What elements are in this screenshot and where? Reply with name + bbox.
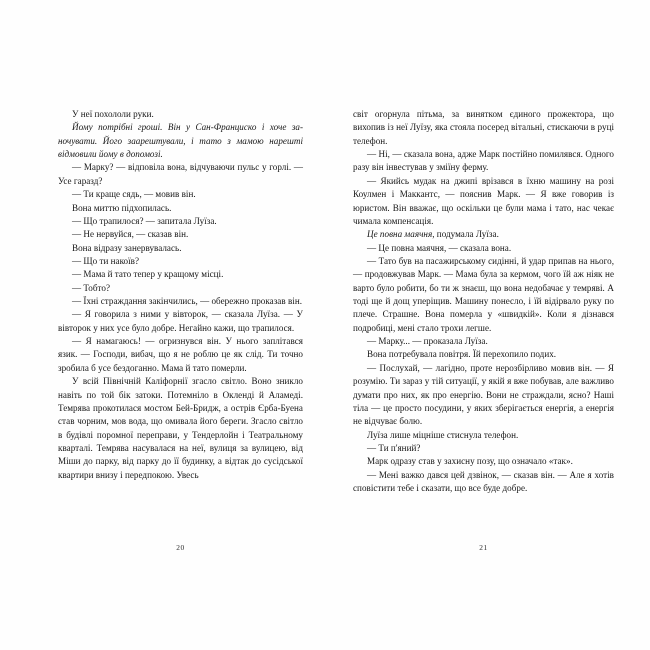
left-page-paragraph: — Що ти накоїв? xyxy=(72,255,140,266)
right-page-paragraph: Вона потребувала повітря. Їй перехопило подих. xyxy=(367,349,557,360)
left-page-paragraph: — Марку? — відповіла вона, відчуваючи пульс у горлі. — Усе гаразд? xyxy=(58,162,303,186)
right-page-paragraph: — Послухай, — лагідно, проте нерозбірливо мовив він. — Я розумію. Ти зараз у тій ситуації, у якій я вже побував, але важливо думати про них, як про енергію. Вони не страждали, ясно? Наші тіла — це просто посудини, у яких зберігається енергія, а енергія не відчуває болю. xyxy=(353,362,614,427)
left-page-paragraph: — Я говорила з ними у вівторок, — сказала Луїза. — У вівторок у них усе було добре. Негайно кажи, що трапилося. xyxy=(58,309,303,333)
right-page-paragraph: — Тато був на пасажирському сидінні, й удар припав на нього, — продовжував Марк. — Мама була за кермом, чого їй аж ніяк не варто було робити, бо ти ж знаєш, що вона недобачає у темряві. А тоді ще й дощ уперіщив. Машину понесло, і їй відірвало руку по плече. Страшне. Вона померла у «швидкій». Коли я дізнався подробиці, мені стало трохи легше. xyxy=(353,255,614,333)
left-page-paragraph: У всій Північній Каліфорнії згасло світло. Воно зникло навіть по той бік затоки. Потемніло в Окленді й Аламеді. Темрява прокотилася мостом Бей-Бридж, а острів Єрба-Буена став чорним, мов вода, що омивала його береги. Згасло світло в будівлі поромної переправи, у Тендерлойн і Театральному кварталі. Темрява насувалася на неї, вулиця за вулицею, від Міши до парку, від парку до її будинку, а відтак до сусідської квартири внизу і передпокою. Увесь xyxy=(58,376,303,480)
left-page-paragraph: — Тобто? xyxy=(72,282,111,293)
right-page-paragraph: Марк одразу став у захисну позу, що означало «так». xyxy=(367,456,573,467)
left-page-paragraph: — Мама й тато тепер у кращому місці. xyxy=(72,269,224,280)
left-page-paragraph: — Я намагаюсь! — огризнувся він. У нього заплітався язик. — Господи, вибач, що я не роблю це як слід. Ти точно зробила б усе бездоганно. Мама й тато померли. xyxy=(58,336,303,373)
inline-italic-thought: Це повна маячня xyxy=(367,229,433,240)
left-page-paragraph: — Ти краще сядь, — мовив він. xyxy=(72,189,196,200)
right-page-body-text xyxy=(353,108,614,495)
left-page-paragraph: Йому потрібні гроші. Він у Сан-Франциско і хоче заночувати. Його заарештували, і тато з мамою нарешті відмовили йому в допомозі. xyxy=(58,122,303,160)
right-page-paragraph: — Ти п'яний? xyxy=(367,442,421,453)
right-page-paragraph: Луїза лише міцніше стиснула телефон. xyxy=(367,429,519,440)
right-page-paragraph: Це повна маячня, подумала Луїза. xyxy=(367,229,499,240)
left-page-body-text xyxy=(58,108,303,482)
left-page-paragraph: — Що трапилося? — запитала Луїза. xyxy=(72,215,217,226)
left-page-paragraph: — Не нервуйся, — сказав він. xyxy=(72,229,189,240)
right-page-paragraph: — Якийсь мудак на джипі врізався в їхню машину на розі Коулмен і Маккантс, — пояснив Марк. — Я вже говорив із юристом. Він вважає, що оскільки це були мама і тато, нас чекає чимала компенсація. xyxy=(353,175,614,226)
right-page-paragraph: — Це повна маячня, — сказала вона. xyxy=(367,242,512,253)
left-page-paragraph: Вона відразу занервувалась. xyxy=(72,242,182,253)
left-page-paragraph: У неї похололи руки. xyxy=(72,109,154,119)
right-page-paragraph: — Мені важко дався цей дзвінок, — сказав він. — Але я хотів сповістити тебе і сказати, що все буде добре. xyxy=(353,469,614,494)
left-page-paragraph: — Їхні страждання закінчились, — обережно проказав він. xyxy=(72,296,303,307)
page-number-right: 21 xyxy=(479,543,488,552)
page-right xyxy=(325,0,650,650)
left-page-paragraph: Вона миттю підхопилась. xyxy=(72,202,172,213)
page-number-left: 20 xyxy=(176,543,185,552)
right-page-paragraph: світ огорнула пітьма, за винятком єдиного прожектора, що вихопив із неї Луїзу, яка стояла посеред вітальні, стискаючи в руці телефон. xyxy=(353,109,614,146)
right-page-paragraph: — Марку... — проказала Луїза. xyxy=(367,336,488,347)
right-page-paragraph: — Ні, — сказала вона, адже Марк постійно помилявся. Одного разу він інвестував у зміїну ферму. xyxy=(353,149,614,173)
